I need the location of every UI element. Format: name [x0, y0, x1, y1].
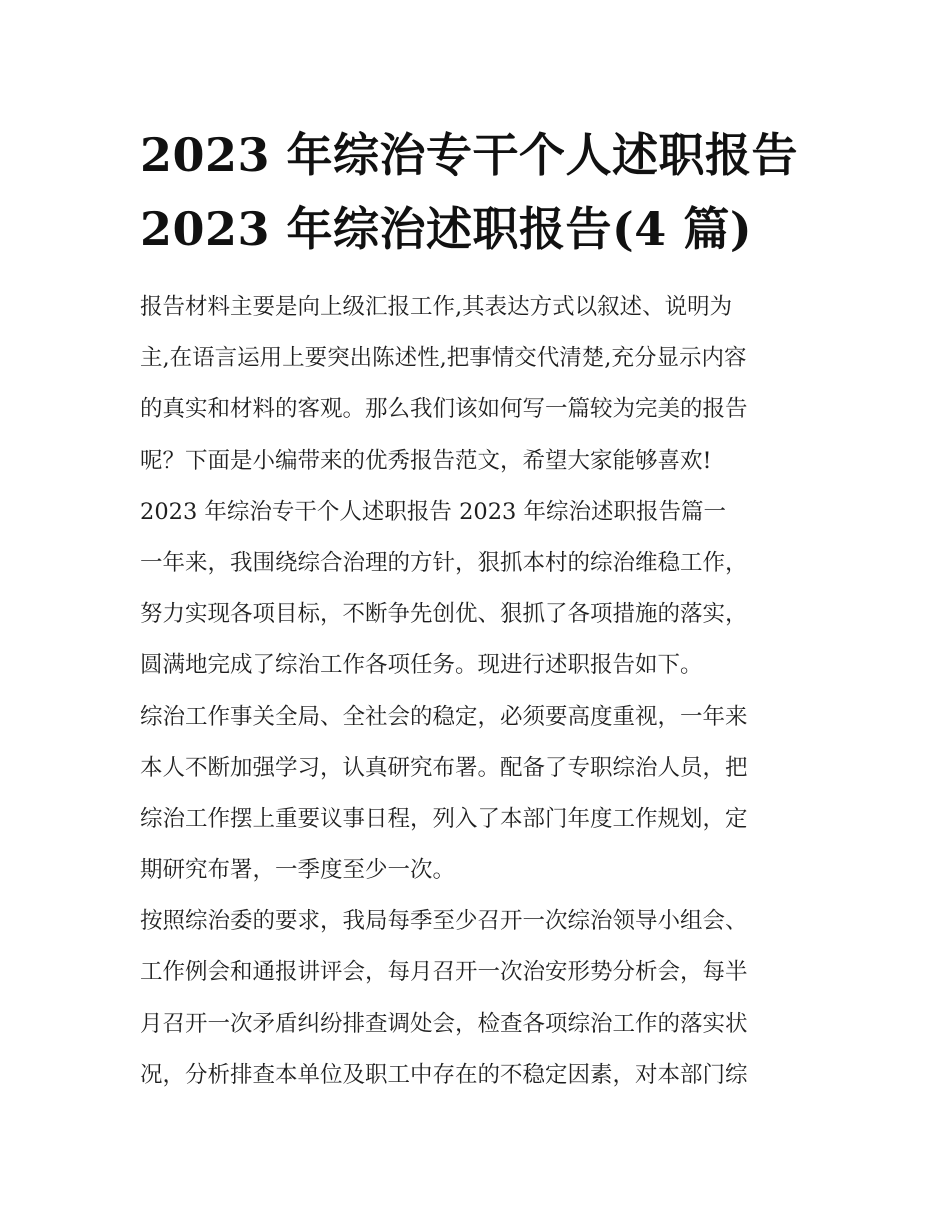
body-line-11: 综治工作摆上重要议事日程，列入了本部门年度工作规划，定 [140, 805, 748, 832]
body-line-4: 呢？下面是小编带来的优秀报告范文，希望大家能够喜欢! [140, 447, 712, 474]
body-line-7: 努力实现各项目标，不断争先创优、狠抓了各项措施的落实， [140, 601, 748, 628]
document-title [140, 118, 840, 266]
body-line-12: 期研究布署，一季度至少一次。 [140, 857, 456, 884]
body-line-3: 的真实和材料的客观。那么我们该如何写一篇较为完美的报告 [140, 396, 748, 423]
body-line-10: 本人不断加强学习，认真研究布署。配备了专职综治人员，把 [140, 754, 748, 781]
document-body [140, 282, 820, 1101]
title-line-1: 2023 年综治专干个人述职报告 [140, 128, 799, 182]
body-line-13: 按照综治委的要求，我局每季至少召开一次综治领导小组会、 [140, 908, 748, 935]
body-line-6: 一年来，我围绕综合治理的方针，狠抓本村的综治维稳工作， [140, 549, 748, 576]
body-line-2: 主,在语言运用上要突出陈述性,把事情交代清楚,充分显示内容 [140, 345, 747, 372]
section-heading-line: 2023 年综治专干个人述职报告 2023 年综治述职报告篇一 [140, 498, 726, 525]
title-line-2: 2023 年综治述职报告(4 篇) [140, 202, 753, 256]
body-line-14: 工作例会和通报讲评会，每月召开一次治安形势分析会，每半 [140, 959, 748, 986]
body-line-9: 综治工作事关全局、全社会的稳定，必须要高度重视，一年来 [140, 703, 748, 730]
body-line-1: 报告材料主要是向上级汇报工作,其表达方式以叙述、说明为 [140, 294, 733, 320]
body-line-8: 圆满地完成了综治工作各项任务。现进行述职报告如下。 [140, 652, 703, 679]
body-line-16: 况，分析排查本单位及职工中存在的不稳定因素，对本部门综 [140, 1061, 748, 1088]
body-line-15: 月召开一次矛盾纠纷排查调处会，检查各项综治工作的落实状 [140, 1010, 748, 1037]
